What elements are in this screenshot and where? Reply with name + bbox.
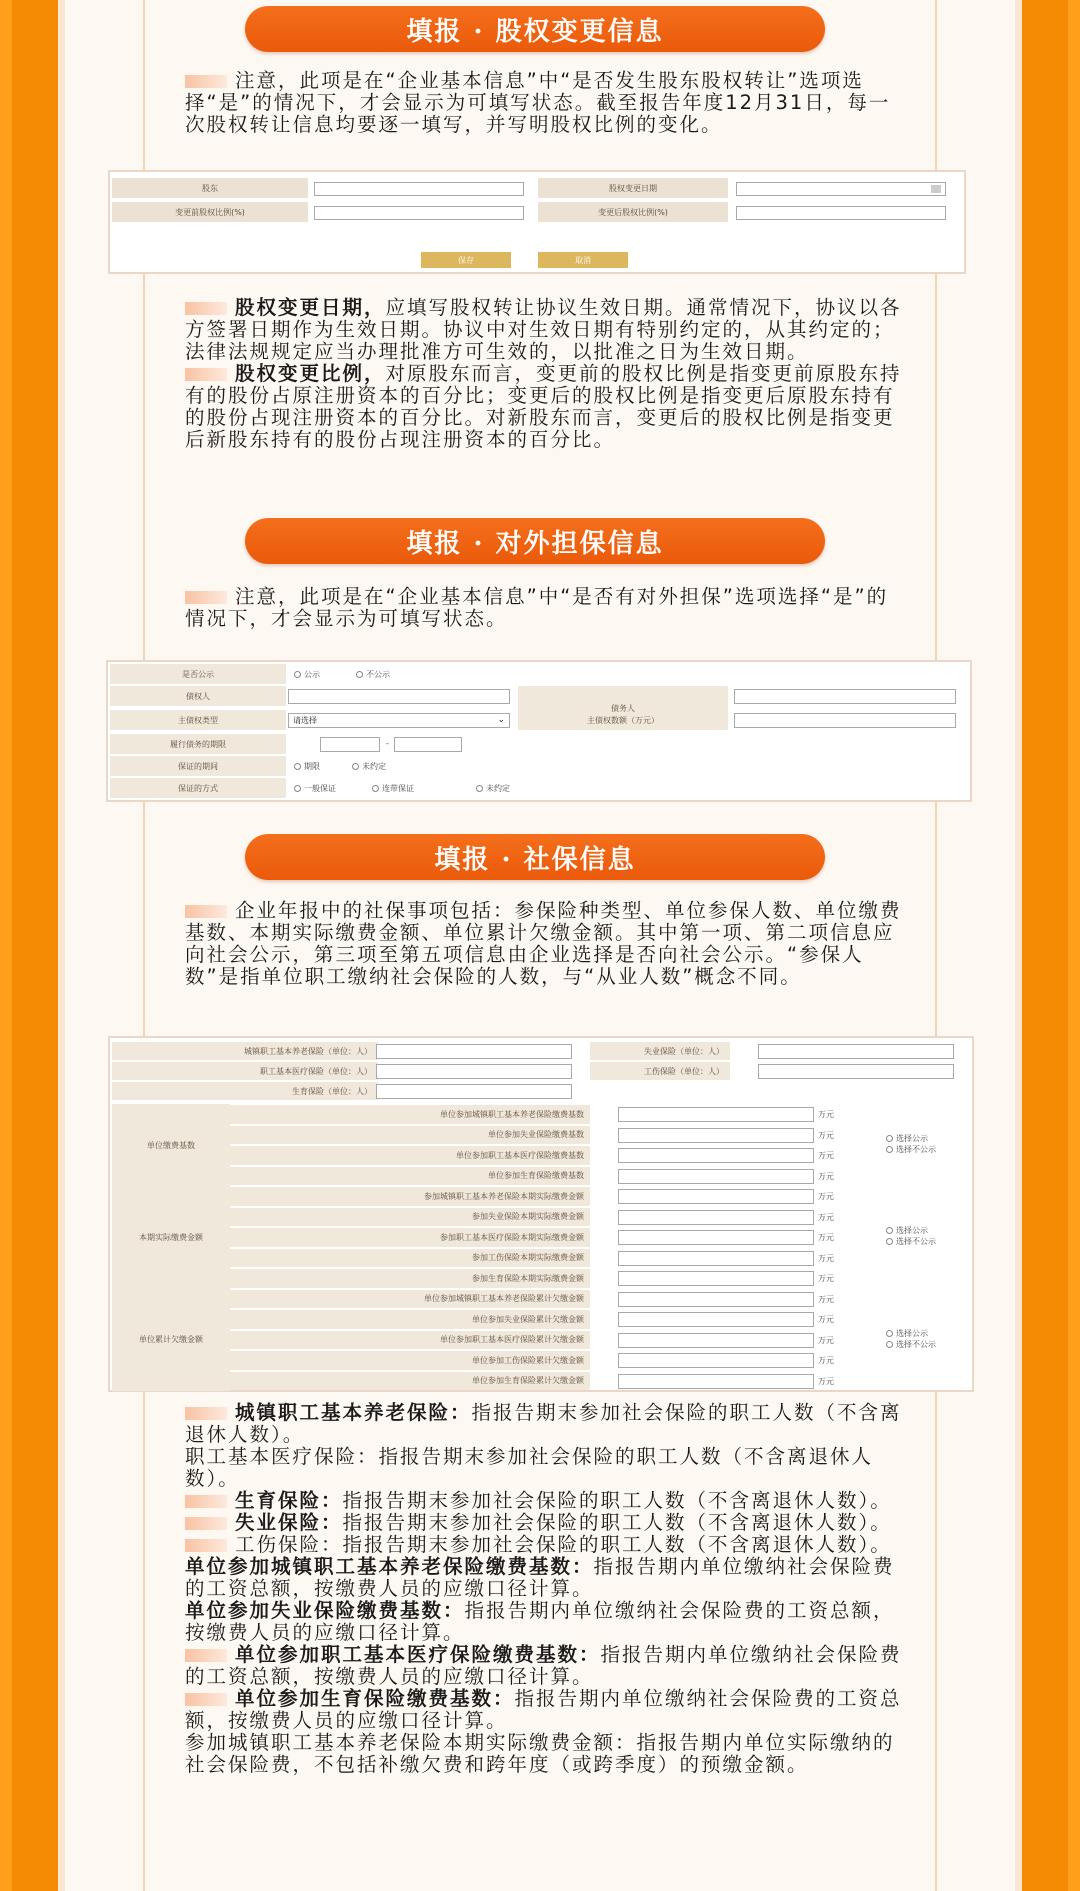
bullet-marker (185, 1495, 227, 1508)
panel-guide-line-right (935, 0, 937, 1891)
social-note (185, 1512, 905, 1534)
label-change-date: 股权变更日期 (538, 178, 728, 198)
note-text: 应填写股权转让协议生效日期。通常情况下，协议以各方签署日期作为生效日期。协议中对生效日期有特别约定的，从其约定的；法律法规规定应当办理批准方可生效的，以批准之日为生效日期。 (185, 296, 902, 363)
social-group-label: 本期实际缴费金额 (112, 1186, 230, 1289)
radio-method-joint[interactable] (372, 783, 414, 794)
note-term: 单位参加失业保险缴费基数： (185, 1599, 465, 1622)
period-end-input[interactable] (394, 737, 462, 752)
social-row-input[interactable] (618, 1333, 814, 1348)
equity-intro-text: 注意，此项是在“企业基本信息”中“是否发生股东股权转让”选项选择“是”的情况下，才会显示为可填写状态。截至报告年度12月31日，每一次股权转让信息均要逐一填写，并写明股权比例的变化。 (185, 69, 891, 136)
equity-note (185, 363, 905, 451)
unit-label: 万元 (818, 1376, 834, 1386)
note-term: 失业保险： (235, 1511, 343, 1534)
social-group-label: 单位缴费基数 (112, 1104, 230, 1186)
social-row-input[interactable] (618, 1312, 814, 1327)
note-term: 股权变更日期， (235, 296, 386, 319)
social-row-label: 参加城镇职工基本养老保险本期实际缴费金额 (230, 1187, 590, 1206)
equity-notes (185, 297, 905, 451)
radio-not-public[interactable] (886, 1144, 936, 1155)
pension-count-input[interactable] (376, 1044, 572, 1059)
label-pension-count: 城镇职工基本养老保险（单位：人） (112, 1042, 378, 1060)
radio-circle-icon[interactable] (372, 785, 379, 792)
panel-guide-line-left (143, 0, 145, 1891)
social-note (185, 1600, 905, 1644)
unit-label: 万元 (818, 1110, 834, 1119)
unit-label: 万元 (818, 1171, 834, 1181)
note-text: 指报告期内单位缴纳社会保险费的工资总额，按缴费人员的应缴口径计算。 (185, 1643, 902, 1688)
note-text: 工伤保险：指报告期末参加社会保险的职工人数（不含离退休人数）。 (235, 1533, 892, 1556)
bullet-marker (185, 1407, 227, 1420)
unit-label: 万元 (818, 1233, 834, 1242)
right-edge-strip (1068, 0, 1080, 1891)
social-note (185, 1644, 905, 1688)
guarantee-intro (185, 586, 905, 630)
chevron-down-icon[interactable]: ⌄ (497, 715, 505, 725)
radio-label: 选择不公示 (896, 1339, 936, 1349)
note-text: 指报告期内单位缴纳社会保险费的工资总额，按缴费人员的应缴口径计算。 (185, 1599, 895, 1644)
social-note (185, 1446, 905, 1490)
note-term: 单位参加城镇职工基本养老保险缴费基数： (185, 1555, 594, 1578)
note-text: 职工基本医疗保险：指报告期末参加社会保险的职工人数（不含离退休人数）。 (185, 1445, 874, 1490)
guarantee-form (106, 660, 972, 802)
label-after-ratio: 变更后股权比例(%) (538, 202, 728, 222)
bullet-marker (185, 1517, 227, 1530)
guarantee-intro-text: 注意，此项是在“企业基本信息”中“是否有对外担保”选项选择“是”的情况下，才会显示为可填写状态。 (185, 585, 889, 630)
social-row-input[interactable] (618, 1169, 814, 1184)
calendar-icon[interactable] (931, 185, 941, 193)
radio-circle-icon[interactable] (294, 763, 301, 770)
label-is-public: 是否公示 (110, 664, 286, 684)
period-start-input[interactable] (320, 737, 380, 752)
radio-public[interactable] (886, 1225, 928, 1236)
social-note (185, 1402, 905, 1446)
radio-not-public[interactable] (886, 1236, 936, 1247)
social-row-input[interactable] (618, 1251, 814, 1266)
note-text: 指报告期末参加社会保险的职工人数（不含离退休人数）。 (185, 1401, 902, 1446)
social-row-input[interactable] (618, 1148, 814, 1163)
radio-circle-icon[interactable] (476, 785, 483, 792)
unit-label: 万元 (818, 1356, 834, 1365)
bullet-marker (185, 302, 227, 315)
radio-label: 连带保证 (382, 784, 414, 793)
social-row-label: 单位参加失业保险缴费基数 (230, 1126, 590, 1145)
radio-method-none[interactable] (476, 783, 510, 794)
social-note (185, 1688, 905, 1732)
radio-circle-icon[interactable] (352, 763, 359, 770)
unit-label: 万元 (818, 1253, 834, 1263)
radio-circle-icon[interactable] (886, 1135, 893, 1142)
bullet-marker (185, 1649, 227, 1662)
cancel-button[interactable]: 取消 (538, 252, 628, 268)
section-title: 填报 · 股权变更信息 (406, 16, 664, 47)
bullet-marker (185, 1539, 227, 1552)
maternity-count-input[interactable] (376, 1084, 572, 1099)
label-creditor: 债权人 (110, 686, 286, 706)
equity-note (185, 297, 905, 363)
radio-method-general[interactable] (294, 783, 336, 794)
label-guarantee-method: 保证的方式 (110, 778, 286, 798)
radio-not-public[interactable] (886, 1339, 936, 1350)
note-text: 对原股东而言，变更前的股权比例是指变更前原股东持有的股份占原注册资本的百分比；变更后的股权比例是指变更后原股东持有的股份占现注册资本的百分比。对新股东而言，变更后的股权比例是指变更后新股东持有的股份占现注册资本的百分比。 (185, 362, 902, 451)
label-before-ratio: 变更前股权比例(%) (112, 202, 308, 222)
label-unemployment-count: 失业保险（单位：人） (590, 1042, 730, 1060)
period-separator: - (386, 739, 389, 748)
unit-label: 万元 (818, 1192, 834, 1201)
before-ratio-input[interactable] (314, 206, 524, 220)
social-row-input[interactable] (618, 1374, 814, 1389)
social-note (185, 1490, 905, 1512)
social-row-label: 单位参加职工基本医疗保险缴费基数 (230, 1146, 590, 1165)
note-term: 生育保险： (235, 1489, 343, 1512)
unit-label: 万元 (818, 1335, 834, 1345)
label-period: 履行债务的期限 (110, 734, 286, 754)
bullet-marker (185, 368, 227, 381)
medical-count-input[interactable] (376, 1064, 572, 1079)
social-row-input[interactable] (618, 1189, 814, 1204)
radio-label: 期限 (304, 762, 320, 771)
section-banner-social (245, 834, 825, 880)
debt-type-value: 请选择 (293, 716, 317, 725)
label-maternity-count: 生育保险（单位：人） (112, 1082, 378, 1100)
equity-change-form (108, 170, 966, 274)
note-term: 股权变更比例， (235, 362, 386, 385)
radio-public[interactable] (886, 1133, 928, 1144)
radio-label: 选择公示 (896, 1328, 928, 1338)
radio-label: 不公示 (366, 670, 390, 679)
debt-amount-input[interactable] (734, 713, 956, 728)
social-row-label: 单位参加城镇职工基本养老保险累计欠缴金额 (230, 1290, 590, 1309)
social-row-input[interactable] (618, 1353, 814, 1368)
radio-circle-icon[interactable] (886, 1227, 893, 1234)
social-notes (185, 1402, 905, 1776)
social-note (185, 1534, 905, 1556)
radio-period-none[interactable] (352, 761, 386, 772)
left-edge-strip (0, 0, 12, 1891)
radio-circle-icon[interactable] (886, 1330, 893, 1337)
unit-label: 万元 (818, 1130, 834, 1140)
radio-circle-icon[interactable] (886, 1146, 893, 1153)
bullet-marker (185, 905, 227, 918)
radio-public[interactable] (886, 1328, 928, 1339)
debt-type-select[interactable] (288, 713, 510, 728)
radio-label: 公示 (304, 670, 320, 679)
label-debt-amount: 主债权数额（万元） (587, 715, 659, 725)
social-row-label: 单位参加生育保险缴费基数 (230, 1167, 590, 1186)
section-title: 填报 · 对外担保信息 (406, 528, 664, 559)
unit-label: 万元 (818, 1151, 834, 1160)
section-banner-guarantee (245, 518, 825, 564)
label-guarantee-period: 保证的期间 (110, 756, 286, 776)
after-ratio-input[interactable] (736, 206, 946, 220)
creditor-input[interactable] (288, 689, 510, 704)
note-text: 指报告期内单位缴纳社会保险费的工资总额，按缴费人员的应缴口径计算。 (185, 1555, 895, 1600)
change-date-input[interactable] (736, 182, 946, 196)
note-term: 城镇职工基本养老保险： (235, 1401, 472, 1424)
radio-circle-icon[interactable] (886, 1341, 893, 1348)
save-button[interactable]: 保存 (421, 252, 511, 268)
unit-label: 万元 (818, 1212, 834, 1222)
bullet-marker (185, 1693, 227, 1706)
label-debt-type: 主债权类型 (110, 710, 286, 730)
radio-circle-icon[interactable] (886, 1238, 893, 1245)
note-text: 指报告期末参加社会保险的职工人数（不含离退休人数）。 (342, 1511, 892, 1534)
social-row-input[interactable] (618, 1128, 814, 1143)
social-row-label: 单位参加生育保险累计欠缴金额 (230, 1372, 590, 1391)
social-note (185, 1556, 905, 1600)
social-row-label: 单位参加失业保险累计欠缴金额 (230, 1310, 590, 1329)
equity-intro (185, 70, 905, 136)
bullet-marker (185, 591, 227, 604)
note-term: 单位参加职工基本医疗保险缴费基数： (235, 1643, 601, 1666)
shareholder-input[interactable] (314, 182, 524, 196)
bullet-marker (185, 75, 227, 88)
radio-label: 选择公示 (896, 1226, 928, 1236)
note-text: 指报告期内单位缴纳社会保险费的工资总额，按缴费人员的应缴口径计算。 (185, 1687, 902, 1732)
unit-label: 万元 (818, 1315, 834, 1324)
injury-count-input[interactable] (758, 1064, 954, 1079)
social-row-input[interactable] (618, 1107, 814, 1122)
social-group-label: 单位累计欠缴金额 (112, 1289, 230, 1392)
unit-label: 万元 (818, 1274, 834, 1283)
label-medical-count: 职工基本医疗保险（单位：人） (112, 1062, 378, 1080)
social-insurance-form (108, 1036, 974, 1392)
social-row-label: 参加失业保险本期实际缴费金额 (230, 1208, 590, 1227)
section-title: 填报 · 社保信息 (434, 844, 636, 875)
social-row-label: 单位参加工伤保险累计欠缴金额 (230, 1351, 590, 1370)
social-note (185, 1732, 905, 1776)
label-shareholder: 股东 (112, 178, 308, 198)
social-row-input[interactable] (618, 1230, 814, 1245)
social-row-label: 参加生育保险本期实际缴费金额 (230, 1269, 590, 1288)
unit-label: 万元 (818, 1294, 834, 1304)
radio-circle-icon[interactable] (294, 671, 301, 678)
radio-label: 选择不公示 (896, 1145, 936, 1154)
social-intro-text: 企业年报中的社保事项包括：参保险种类型、单位参保人数、单位缴费基数、本期实际缴费金额、单位累计欠缴金额。其中第一项、第二项信息应向社会公示，第三项至第五项信息由企业选择是否向社会公示。“参保人数”是指单位职工缴纳社会保险的人数，与“从业人数”概念不同。 (185, 899, 902, 988)
radio-period-fixed[interactable] (294, 761, 320, 772)
radio-label: 一般保证 (304, 784, 336, 793)
unemployment-count-input[interactable] (758, 1044, 954, 1059)
radio-circle-icon[interactable] (294, 785, 301, 792)
label-injury-count: 工伤保险（单位：人） (590, 1062, 730, 1080)
social-row-label: 参加职工基本医疗保险本期实际缴费金额 (230, 1228, 590, 1247)
social-row-input[interactable] (618, 1210, 814, 1225)
note-term: 单位参加生育保险缴费基数： (235, 1687, 515, 1710)
note-text: 参加城镇职工基本养老保险本期实际缴费金额：指报告期内单位实际缴纳的社会保险费，不包括补缴欠费和跨年度（或跨季度）的预缴金额。 (185, 1731, 895, 1776)
social-row-label: 单位参加城镇职工基本养老保险缴费基数 (230, 1105, 590, 1124)
radio-label: 选择不公示 (896, 1237, 936, 1247)
radio-label: 未约定 (362, 762, 386, 771)
debtor-input[interactable] (734, 689, 956, 704)
note-text: 指报告期末参加社会保险的职工人数（不含离退休人数）。 (342, 1489, 892, 1512)
radio-circle-icon[interactable] (356, 671, 363, 678)
section-banner-equity (245, 6, 825, 52)
social-row-input[interactable] (618, 1271, 814, 1286)
radio-label: 未约定 (486, 784, 510, 793)
radio-label: 选择公示 (896, 1134, 928, 1143)
radio-not-public[interactable] (356, 669, 390, 680)
label-debtor: 债务人 (518, 686, 728, 730)
radio-public[interactable] (294, 669, 320, 680)
social-row-label: 参加工伤保险本期实际缴费金额 (230, 1249, 590, 1268)
social-row-label: 单位参加职工基本医疗保险累计欠缴金额 (230, 1331, 590, 1350)
social-row-input[interactable] (618, 1292, 814, 1307)
social-intro (185, 900, 905, 988)
